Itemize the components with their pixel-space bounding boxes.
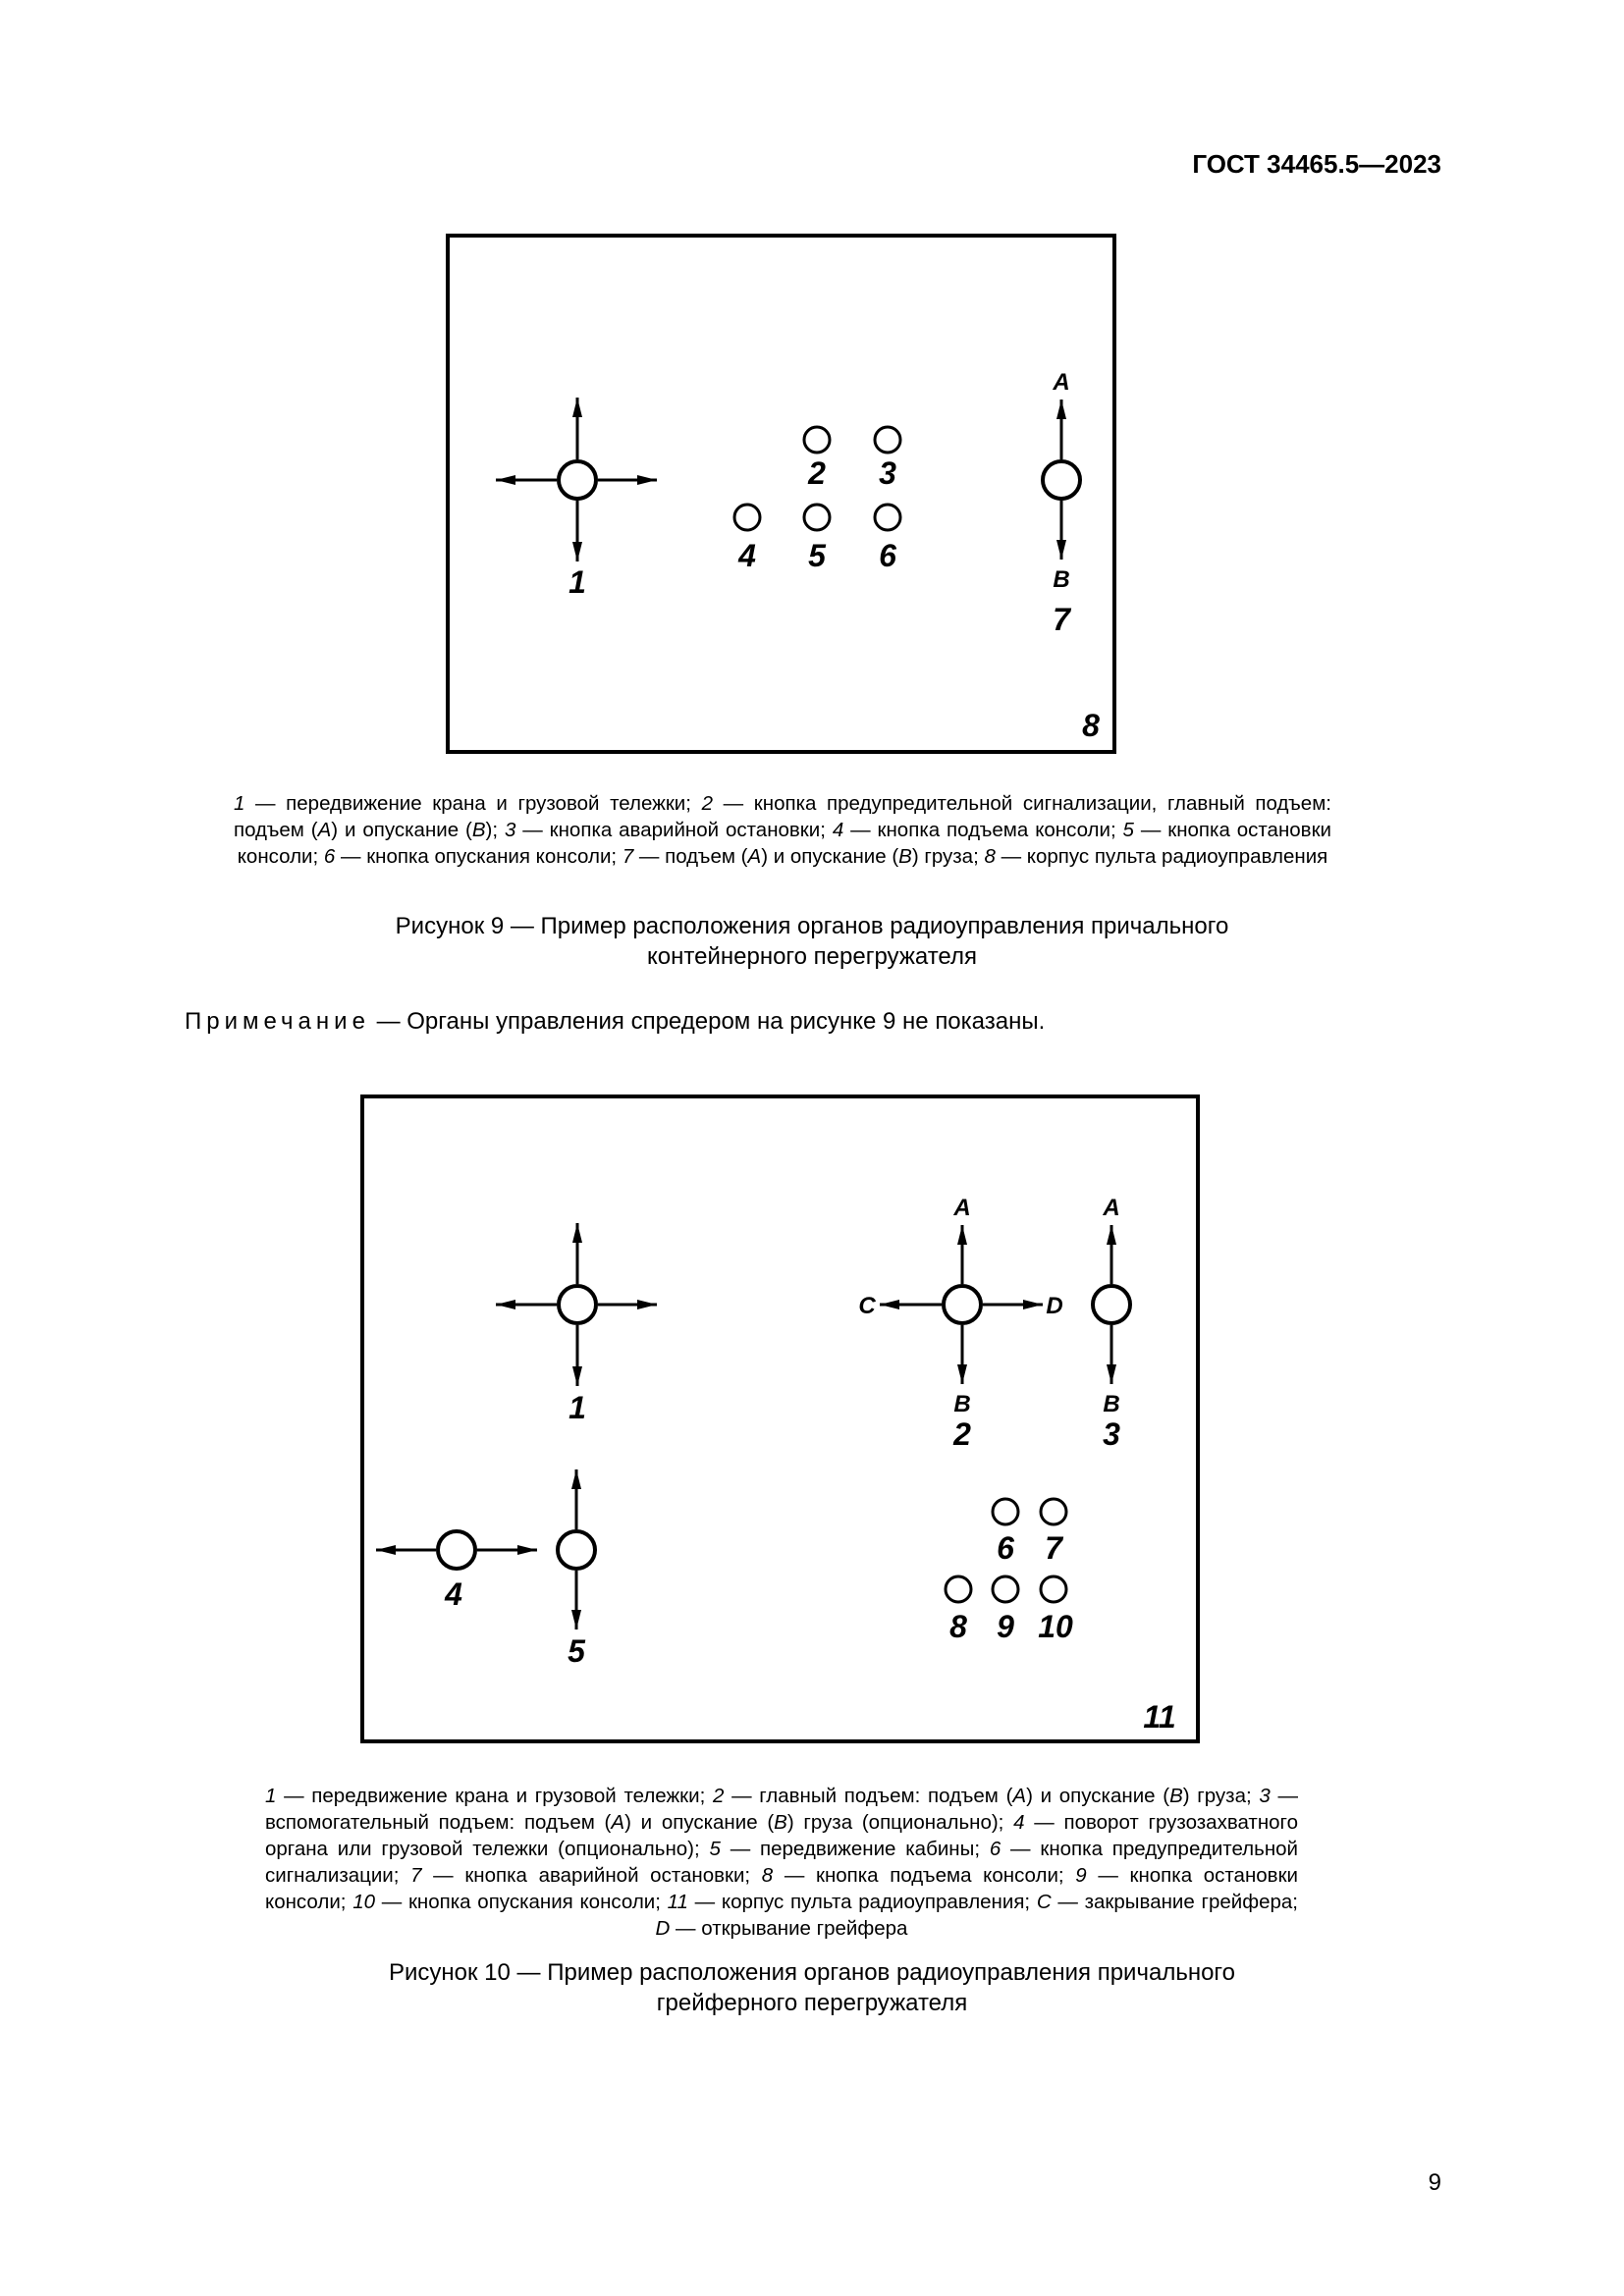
legend-text: — поворот грузозахватного органа или грузовой тележки (опционально);	[265, 1811, 1298, 1860]
standard-header: ГОСТ 34465.5—2023	[1192, 149, 1441, 179]
legend-key: 8	[984, 845, 996, 868]
legend-text: ) груза;	[1182, 1785, 1260, 1807]
label-8: 8	[949, 1609, 967, 1644]
legend-text: ) груза;	[911, 845, 985, 868]
note-label: Примечание	[185, 1008, 370, 1035]
legend-text: — открывание грейфера	[670, 1917, 908, 1940]
legend-key: A	[611, 1811, 625, 1834]
button-7	[1041, 1499, 1066, 1524]
legend-key: 5	[709, 1838, 721, 1860]
page-number: 9	[1428, 2169, 1441, 2196]
label-2-C: C	[858, 1293, 876, 1319]
legend-key: 10	[352, 1891, 375, 1913]
figure-10-legend	[265, 1783, 1298, 1942]
label-3: 3	[1103, 1416, 1120, 1452]
label-10: 10	[1038, 1609, 1073, 1644]
figure-10-diagram	[0, 1080, 1624, 1767]
lever-3	[1093, 1225, 1130, 1384]
legend-text: — кнопка опускания консоли;	[375, 1891, 668, 1913]
legend-text: );	[485, 819, 505, 841]
button-4	[734, 505, 760, 530]
legend-text: — корпус пульта радиоуправления	[995, 845, 1328, 868]
legend-key: 5	[1122, 819, 1134, 841]
figure-10	[0, 1080, 1624, 1767]
legend-text: ) груза (опционально);	[786, 1811, 1014, 1834]
legend-text: — кнопка остановки консоли;	[265, 1864, 1298, 1913]
legend-text: — кнопка опускания консоли;	[335, 845, 623, 868]
label-7: 7	[1053, 602, 1070, 637]
legend-text: ) и опускание (	[1026, 1785, 1170, 1807]
remote-body-8	[448, 236, 1114, 752]
label-6: 6	[997, 1530, 1014, 1566]
lever-7	[1043, 400, 1080, 560]
legend-key: B	[1169, 1785, 1183, 1807]
label-2-A: A	[953, 1195, 971, 1221]
legend-key: 3	[504, 819, 516, 841]
figure-9-legend	[234, 790, 1331, 870]
legend-text: — главный подъем: подъем (	[724, 1785, 1013, 1807]
legend-text: — кнопка предупредительной сигнализации;	[265, 1838, 1298, 1887]
legend-key: 7	[622, 845, 634, 868]
legend-key: 6	[989, 1838, 1001, 1860]
legend-key: 7	[410, 1864, 422, 1887]
legend-text: — корпус пульта радиоуправления;	[687, 1891, 1037, 1913]
label-A: A	[1053, 369, 1070, 396]
label-9: 9	[997, 1609, 1014, 1644]
label-5: 5	[568, 1633, 585, 1669]
control-4	[376, 1531, 537, 1569]
remote-body-11	[362, 1096, 1198, 1741]
button-6	[875, 505, 900, 530]
legend-text: — кнопка остановки консоли;	[237, 819, 1331, 868]
legend-key: 11	[667, 1891, 688, 1913]
legend-text: — кнопка аварийной остановки;	[421, 1864, 762, 1887]
figure-9-diagram	[0, 0, 1624, 785]
figure-10-caption-text: Рисунок 10 — Пример расположения органов радиоуправления причального грейферного перегружателя	[389, 1959, 1235, 2016]
legend-key: B	[471, 819, 486, 841]
label-8: 8	[1082, 708, 1100, 743]
label-6: 6	[879, 538, 896, 573]
legend-key: 4	[832, 819, 844, 841]
legend-key: A	[747, 845, 762, 868]
label-3: 3	[879, 455, 896, 491]
legend-key: 2	[712, 1785, 725, 1807]
note	[185, 1008, 1045, 1036]
figure-10-caption	[0, 1957, 1624, 2018]
button-3	[875, 427, 900, 453]
legend-key: 9	[1075, 1864, 1087, 1887]
legend-key: 4	[1013, 1811, 1025, 1834]
label-2-B: B	[953, 1391, 971, 1417]
joystick-1	[496, 1223, 657, 1386]
button-9	[993, 1576, 1018, 1602]
legend-text: — передвижение кабины;	[720, 1838, 990, 1860]
label-3-A: A	[1103, 1195, 1120, 1221]
legend-text: — передвижение крана и грузовой тележки;	[244, 792, 702, 815]
legend-key: 3	[1259, 1785, 1271, 1807]
legend-text: ) и опускание (	[331, 819, 472, 841]
legend-key: 8	[761, 1864, 774, 1887]
label-2-D: D	[1046, 1293, 1063, 1319]
label-3-B: B	[1103, 1391, 1120, 1417]
legend-key: A	[1012, 1785, 1027, 1807]
legend-key: 2	[701, 792, 713, 815]
button-8	[946, 1576, 971, 1602]
note-text: — Органы управления спредером на рисунке 9 не показаны.	[369, 1008, 1046, 1035]
legend-text: — передвижение крана и грузовой тележки;	[276, 1785, 713, 1807]
legend-key: 6	[323, 845, 336, 868]
legend-key: 1	[234, 792, 245, 815]
label-2: 2	[953, 1416, 971, 1452]
control-5	[558, 1469, 595, 1629]
legend-key: B	[774, 1811, 787, 1834]
label-4: 4	[445, 1576, 462, 1612]
legend-key: A	[317, 819, 332, 841]
figure-9-caption-text: Рисунок 9 — Пример расположения органов радиоуправления причального контейнерного перегружателя	[395, 913, 1229, 970]
joystick-1	[496, 398, 657, 561]
legend-text: — кнопка подъема консоли;	[843, 819, 1123, 841]
figure-9	[0, 0, 1624, 785]
joystick-2	[880, 1225, 1043, 1384]
label-7: 7	[1045, 1530, 1062, 1566]
label-B: B	[1053, 566, 1070, 593]
figure-9-caption	[0, 911, 1624, 972]
legend-key: C	[1036, 1891, 1052, 1913]
legend-text: — подъем (	[633, 845, 748, 868]
legend-text: — кнопка аварийной остановки;	[515, 819, 833, 841]
legend-key: D	[655, 1917, 671, 1940]
label-1: 1	[568, 564, 586, 600]
legend-text: — кнопка предупредительной сигнализации, главный подъем: подъем (	[234, 792, 1331, 841]
label-4: 4	[738, 538, 756, 573]
label-11: 11	[1143, 1699, 1176, 1735]
legend-text: ) и опускание (	[624, 1811, 775, 1834]
legend-text: — вспомогательный подъем: подъем (	[265, 1785, 1298, 1834]
label-5: 5	[808, 538, 826, 573]
legend-key: B	[898, 845, 912, 868]
legend-text: — кнопка подъема консоли;	[773, 1864, 1076, 1887]
legend-key: 1	[265, 1785, 277, 1807]
legend-text: ) и опускание (	[761, 845, 899, 868]
button-6	[993, 1499, 1018, 1524]
label-1: 1	[568, 1390, 586, 1425]
label-2: 2	[808, 455, 826, 491]
button-10	[1041, 1576, 1066, 1602]
legend-text: — закрывание грейфера;	[1051, 1891, 1298, 1913]
button-2	[804, 427, 830, 453]
button-5	[804, 505, 830, 530]
